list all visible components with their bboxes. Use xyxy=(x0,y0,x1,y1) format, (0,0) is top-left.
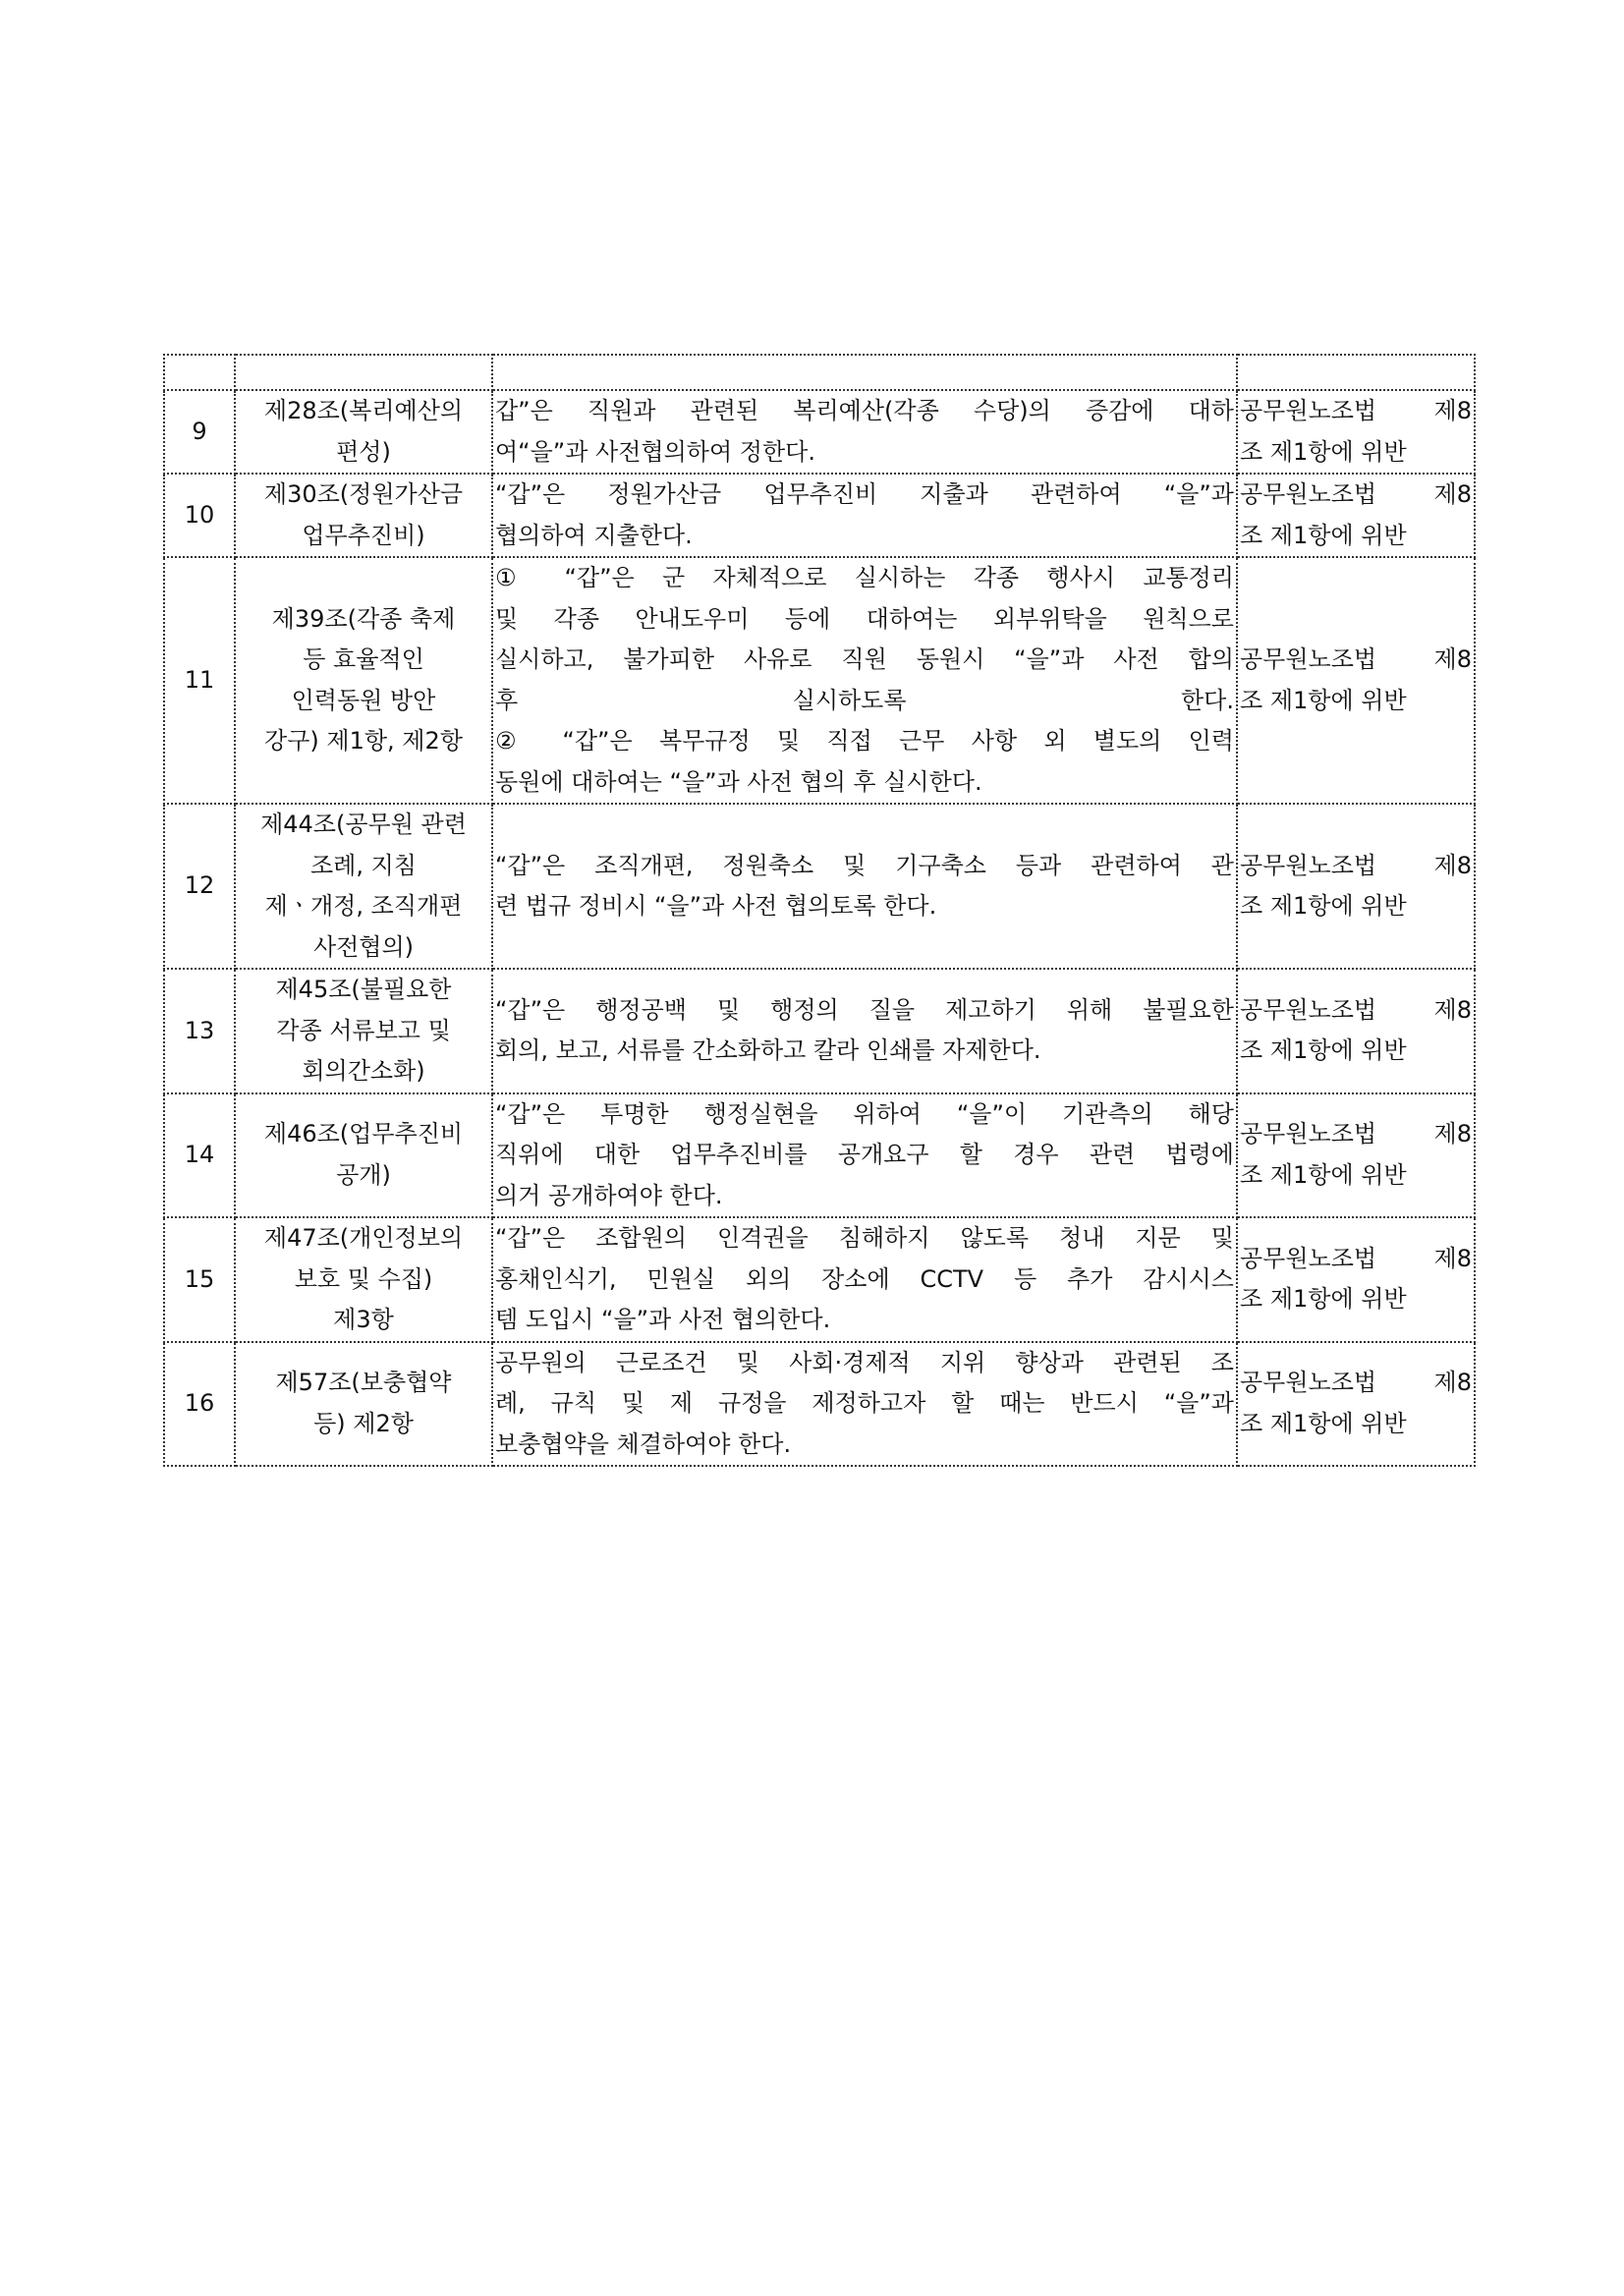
law-line: 조 제1항에 위반 xyxy=(1240,686,1407,714)
content-line: 협의하여 지출한다. xyxy=(495,521,693,549)
article-cell xyxy=(235,969,492,1093)
article-line: 인력동원 방안 xyxy=(291,686,436,714)
content-line: “갑”은 행정공백 및 행정의 질을 제고하기 위해 불필요한 xyxy=(495,995,1234,1024)
article-line: 회의간소화) xyxy=(302,1057,425,1085)
content-line: 련 법규 정비시 “을”과 사전 협의토록 한다. xyxy=(495,892,937,920)
content-cell xyxy=(492,969,1237,1093)
article-line: 제ㆍ개정, 조직개편 xyxy=(264,892,463,920)
violations-table xyxy=(163,354,1476,1467)
law-line: 공무원노조법 제8 xyxy=(1240,1120,1472,1148)
article-line: 제46조(업무추진비 xyxy=(263,1120,464,1148)
article-cell xyxy=(235,804,492,969)
law-line: 공무원노조법 제8 xyxy=(1240,1369,1472,1397)
article-line: 각종 서류보고 및 xyxy=(276,1016,451,1044)
article-line: 제30조(정원가산금 xyxy=(263,480,464,508)
content-cell xyxy=(492,804,1237,969)
content-line: “갑”은 조합원의 인격권을 침해하지 않도록 청내 지문 및 xyxy=(495,1224,1234,1252)
article-line: 제45조(불필요한 xyxy=(275,976,452,1003)
header-cell-content xyxy=(492,355,1237,390)
article-cell xyxy=(235,474,492,557)
article-line: 사전협의) xyxy=(312,932,415,961)
law-line: 조 제1항에 위반 xyxy=(1240,521,1407,549)
article-line: 공개) xyxy=(336,1160,391,1189)
content-line: ② “갑”은 복무규정 및 직접 근무 사항 외 별도의 인력 xyxy=(495,727,1234,755)
content-line: 갑”은 직원과 관련된 복리예산(각종 수당)의 증감에 대하 xyxy=(495,397,1234,424)
article-line: 제3항 xyxy=(333,1306,394,1333)
header-cell-no xyxy=(164,355,235,390)
content-line: 회의, 보고, 서류를 간소화하고 칼라 인쇄를 자제한다. xyxy=(495,1036,1041,1065)
header-cell-law xyxy=(1237,355,1475,390)
law-line: 조 제1항에 위반 xyxy=(1240,1409,1407,1437)
law-line: 조 제1항에 위반 xyxy=(1240,1285,1407,1314)
table-row xyxy=(164,804,1475,969)
law-line: 조 제1항에 위반 xyxy=(1240,1160,1407,1189)
content-line: 보충협약을 체결하여야 한다. xyxy=(495,1429,792,1458)
content-line: “갑”은 조직개편, 정원축소 및 기구축소 등과 관련하여 관 xyxy=(495,851,1234,879)
row-number: 13 xyxy=(164,969,235,1093)
table-row xyxy=(164,390,1475,474)
content-line: 실시하고, 불가피한 사유로 직원 동원시 “을”과 사전 합의 xyxy=(495,645,1234,673)
content-line: 례, 규칙 및 제 규정을 제정하고자 할 때는 반드시 “을”과 xyxy=(495,1389,1234,1417)
content-line: 동원에 대하여는 “을”과 사전 협의 후 실시한다. xyxy=(495,767,982,796)
article-line: 업무추진비) xyxy=(302,521,425,549)
row-number: 12 xyxy=(164,804,235,969)
article-line: 제57조(보충협약 xyxy=(275,1369,452,1397)
content-line: “갑”은 정원가산금 업무추진비 지출과 관련하여 “을”과 xyxy=(495,480,1234,508)
law-cell xyxy=(1237,1342,1475,1467)
article-cell xyxy=(235,1217,492,1342)
article-line: 편성) xyxy=(336,437,391,466)
content-line: ① “갑”은 군 자체적으로 실시하는 각종 행사시 교통정리 xyxy=(495,564,1234,591)
table-row xyxy=(164,1217,1475,1342)
table-header-row xyxy=(164,355,1475,390)
content-line: 후 실시하도록 한다. xyxy=(495,686,1234,714)
law-line: 공무원노조법 제8 xyxy=(1240,995,1472,1024)
article-line: 조례, 지침 xyxy=(310,851,417,879)
header-cell-article xyxy=(235,355,492,390)
row-number: 10 xyxy=(164,474,235,557)
article-cell xyxy=(235,557,492,804)
law-cell xyxy=(1237,390,1475,474)
row-number: 15 xyxy=(164,1217,235,1342)
law-cell xyxy=(1237,474,1475,557)
table-row xyxy=(164,969,1475,1093)
law-line: 공무원노조법 제8 xyxy=(1240,1244,1472,1272)
content-cell xyxy=(492,557,1237,804)
content-line: 의거 공개하여야 한다. xyxy=(495,1181,723,1209)
row-number: 16 xyxy=(164,1342,235,1467)
law-line: 조 제1항에 위반 xyxy=(1240,1036,1407,1065)
table-row xyxy=(164,557,1475,804)
article-cell xyxy=(235,1342,492,1467)
row-number: 11 xyxy=(164,557,235,804)
article-line: 제39조(각종 축제 xyxy=(271,604,456,633)
law-line: 공무원노조법 제8 xyxy=(1240,851,1472,879)
law-line: 공무원노조법 제8 xyxy=(1240,397,1472,424)
content-cell xyxy=(492,1217,1237,1342)
content-line: 공무원의 근로조건 및 사회·경제적 지위 향상과 관련된 조 xyxy=(495,1348,1234,1376)
article-line: 제44조(공무원 관련 xyxy=(260,811,467,838)
law-line: 조 제1항에 위반 xyxy=(1240,892,1407,920)
law-cell xyxy=(1237,1093,1475,1218)
law-line: 공무원노조법 제8 xyxy=(1240,480,1472,508)
content-line: 직위에 대한 업무추진비를 공개요구 할 경우 관련 법령에 xyxy=(495,1141,1234,1168)
table-row xyxy=(164,474,1475,557)
content-cell xyxy=(492,1342,1237,1467)
content-cell xyxy=(492,474,1237,557)
table-row xyxy=(164,1093,1475,1218)
law-line: 조 제1항에 위반 xyxy=(1240,437,1407,466)
article-line: 등) 제2항 xyxy=(313,1409,414,1437)
content-cell xyxy=(492,390,1237,474)
table-body xyxy=(164,355,1475,1466)
content-line: 및 각종 안내도우미 등에 대하여는 외부위탁을 원칙으로 xyxy=(495,604,1234,633)
article-line: 등 효율적인 xyxy=(303,645,424,673)
article-line: 강구) 제1항, 제2항 xyxy=(264,727,463,755)
content-line: 템 도입시 “을”과 사전 협의한다. xyxy=(495,1306,831,1333)
article-line: 제28조(복리예산의 xyxy=(263,397,464,424)
content-line: 홍채인식기, 민원실 외의 장소에 CCTV 등 추가 감시시스 xyxy=(495,1264,1234,1293)
article-line: 제47조(개인정보의 xyxy=(263,1224,464,1252)
law-line: 공무원노조법 제8 xyxy=(1240,645,1472,673)
law-cell xyxy=(1237,557,1475,804)
article-cell xyxy=(235,1093,492,1218)
law-cell xyxy=(1237,969,1475,1093)
article-cell xyxy=(235,390,492,474)
article-line: 보호 및 수집) xyxy=(294,1264,433,1293)
law-cell xyxy=(1237,1217,1475,1342)
row-number: 14 xyxy=(164,1093,235,1218)
row-number: 9 xyxy=(164,390,235,474)
content-line: “갑”은 투명한 행정실현을 위하여 “을”이 기관측의 해당 xyxy=(495,1099,1234,1128)
content-cell xyxy=(492,1093,1237,1218)
content-line: 여“을”과 사전협의하여 정한다. xyxy=(495,437,815,466)
table-row xyxy=(164,1342,1475,1467)
law-cell xyxy=(1237,804,1475,969)
